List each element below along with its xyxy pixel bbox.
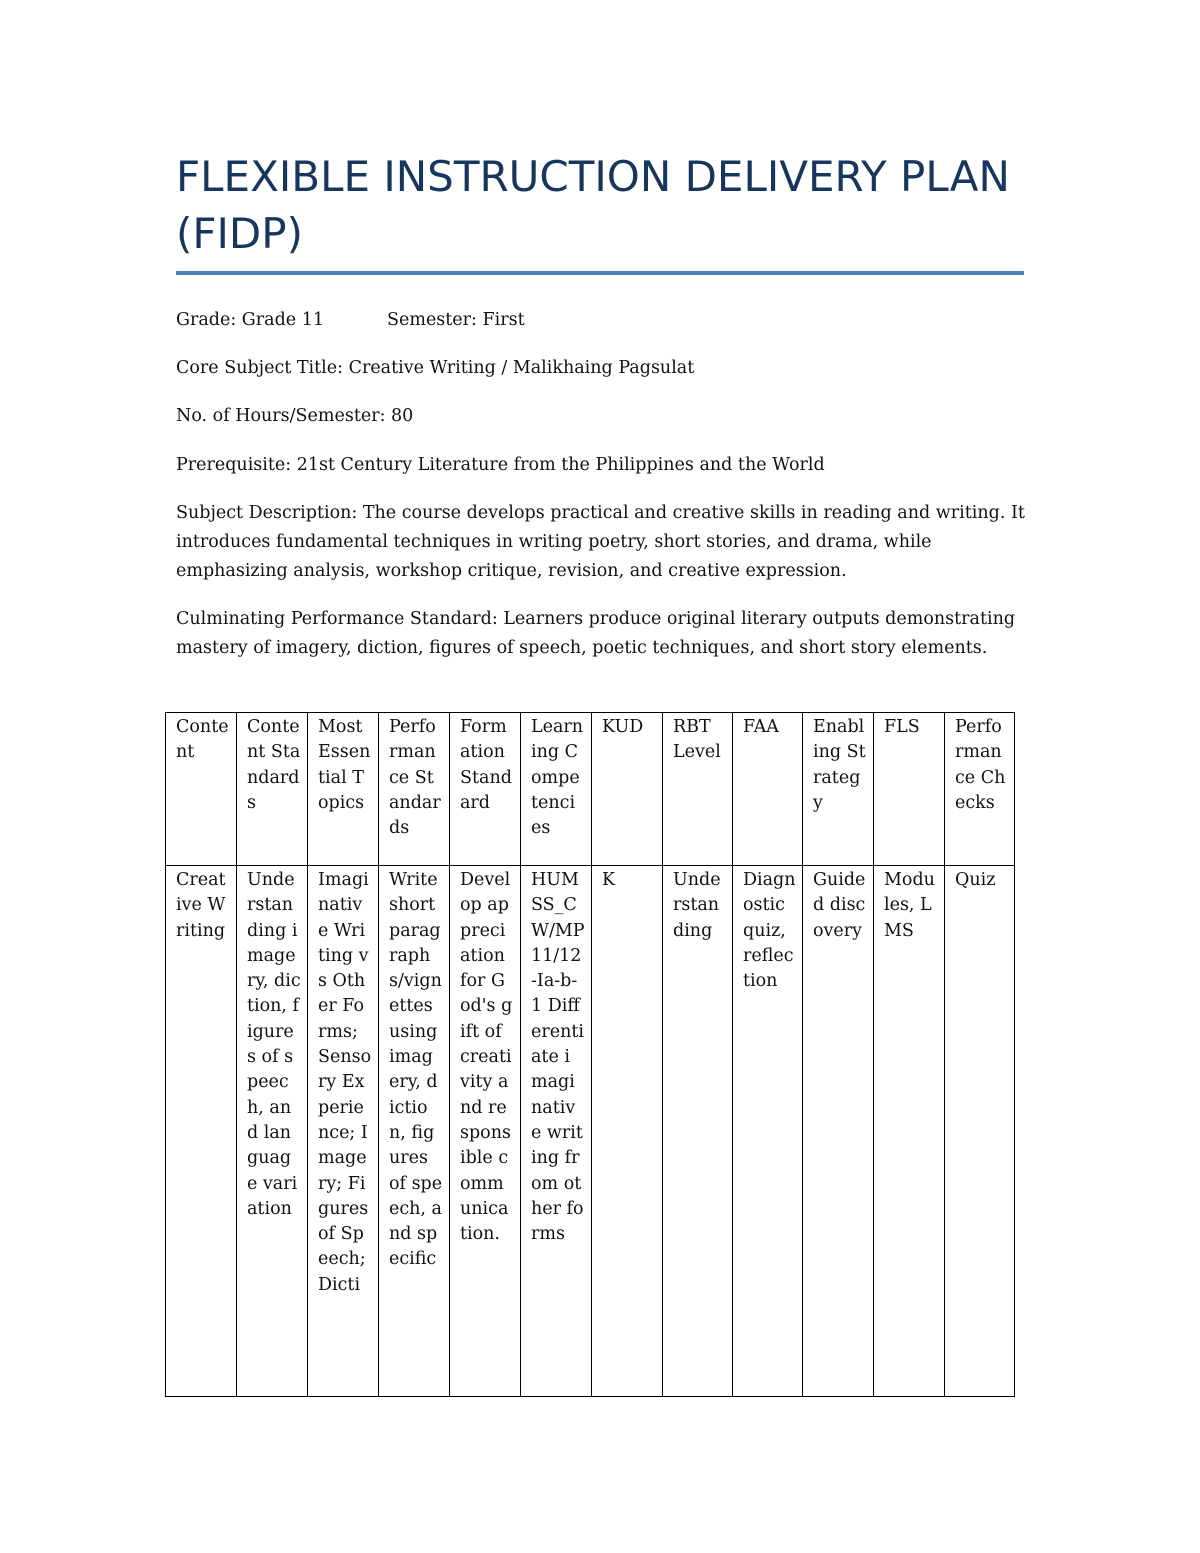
header-faa: FAA <box>733 713 803 866</box>
header-fls: FLS <box>874 713 945 866</box>
header-rbt-level: RBT Level <box>663 713 733 866</box>
prerequisite-line: Prerequisite: 21st Century Literature from the Philippines and the World <box>176 455 825 475</box>
semester-line: Semester: First <box>387 310 525 330</box>
header-most-essential-topics: Most Essential Topics <box>308 713 379 866</box>
cell-formation-standard: Develop appreciation for God's gift of creativity and responsible communication. <box>450 866 521 1397</box>
header-performance-checks: Performance Checks <box>945 713 1015 866</box>
header-kud: KUD <box>592 713 663 866</box>
cell-kud: K <box>592 866 663 1397</box>
cell-faa: Diagnostic quiz, reflection <box>733 866 803 1397</box>
table-row <box>166 866 1015 1397</box>
header-performance-standards: Performance Standards <box>379 713 450 866</box>
cell-most-essential-topics: Imaginative Writing vs Other Forms; Sensory Experience; Imagery; Figures of Speech; Dicti <box>308 866 379 1397</box>
cell-fls: Modules, LMS <box>874 866 945 1397</box>
cell-rbt-level: Understanding <box>663 866 733 1397</box>
cell-enabling-strategy: Guided discovery <box>803 866 874 1397</box>
title-underline <box>176 271 1024 275</box>
document-title: FLEXIBLE INSTRUCTION DELIVERY PLAN (FIDP) <box>176 152 1010 258</box>
cell-learning-competencies: HUMSS_CW/MP11/12-Ia-b-1 Differentiate imaginative writing from other forms <box>521 866 592 1397</box>
hours-line: No. of Hours/Semester: 80 <box>176 406 414 426</box>
table-header-row <box>166 713 1015 866</box>
cell-content-standards: Understanding imagery, diction, figures of speech, and language variation <box>237 866 308 1397</box>
core-subject-line: Core Subject Title: Creative Writing / Malikhaing Pagsulat <box>176 358 695 378</box>
cell-performance-standards: Write short paragraphs/vignettes using imagery, diction, figures of speech, and specific <box>379 866 450 1397</box>
culminating-performance-standard: Culminating Performance Standard: Learners produce original literary outputs demonstrating mastery of imagery, diction, figures of speech, poetic techniques, and short story elements. <box>176 609 1016 658</box>
fidp-table <box>165 712 1015 1397</box>
header-content: Content <box>166 713 237 866</box>
subject-description: Subject Description: The course develops practical and creative skills in reading and writing. It introduces fundamental techniques in writing poetry, short stories, and drama, while emphasizing analysis, workshop critique, revision, and creative expression. <box>176 503 1025 581</box>
cell-performance-checks: Quiz <box>945 866 1015 1397</box>
header-enabling-strategy: Enabling Strategy <box>803 713 874 866</box>
header-content-standards: Content Standards <box>237 713 308 866</box>
grade-line: Grade: Grade 11 <box>176 310 324 330</box>
header-formation-standard: Formation Standard <box>450 713 521 866</box>
cell-content: Creative Writing <box>166 866 237 1397</box>
header-learning-competencies: Learning Competencies <box>521 713 592 866</box>
